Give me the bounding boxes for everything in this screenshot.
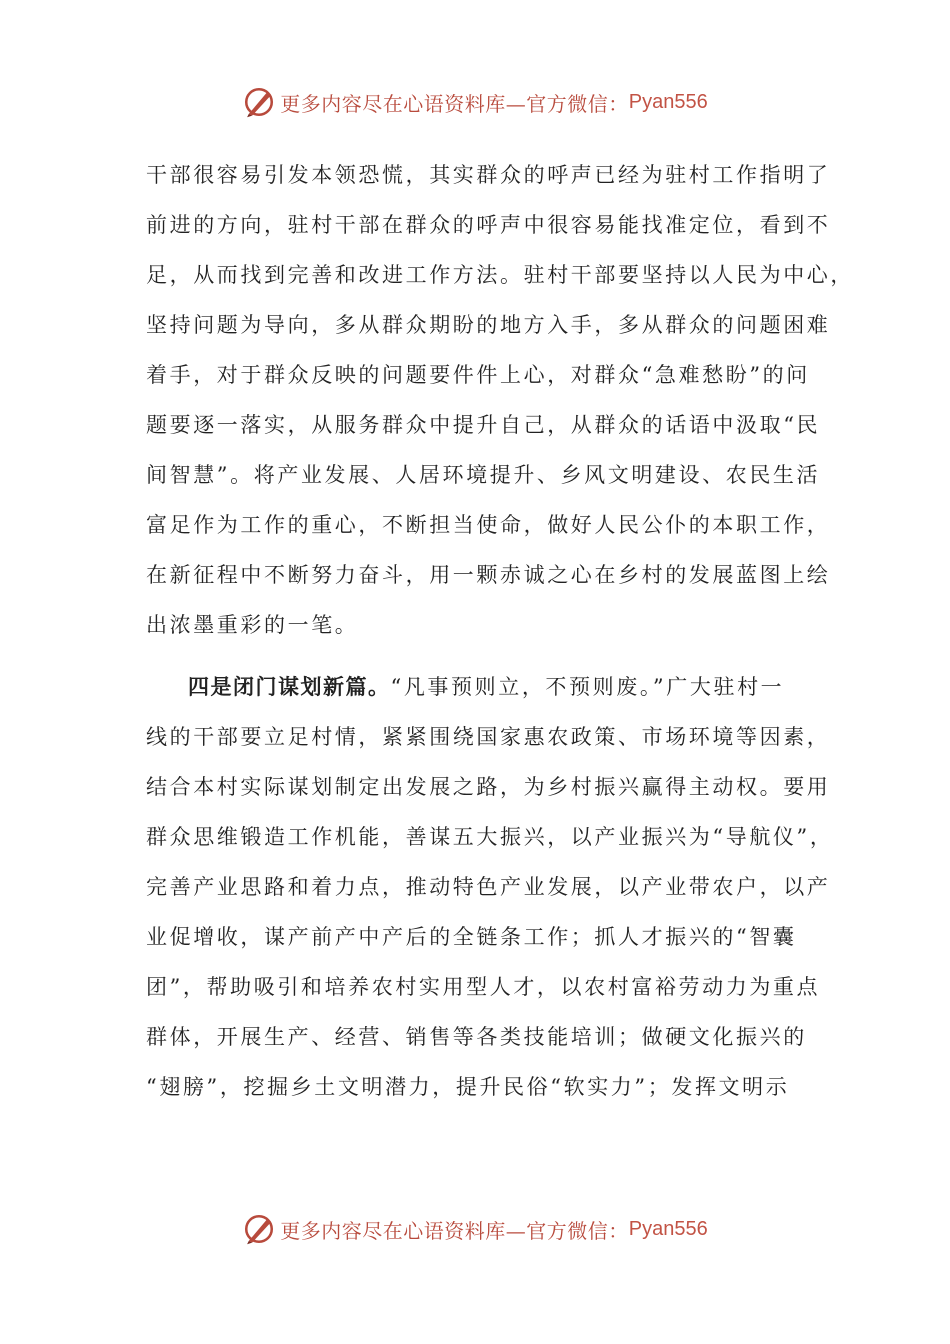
pen-logo-icon <box>242 1212 276 1246</box>
banner-text: 更多内容尽在心语资料库—官方微信： <box>280 91 629 116</box>
pen-logo-icon <box>242 85 276 119</box>
text-run: “凡事预则立，不预则废。”广大驻村一 <box>390 675 785 699</box>
text-line: 前进的方向，驻村干部在群众的呼声中很容易能找准定位，看到不 <box>146 213 831 237</box>
text-line: 群众思维锻造工作机能，善谋五大振兴，以产业振兴为“导航仪”， <box>146 825 834 849</box>
banner-text: 更多内容尽在心语资料库—官方微信： <box>280 1218 629 1243</box>
text-line: 出浓墨重彩的一笔。 <box>146 613 359 637</box>
document-body <box>146 150 854 1112</box>
section-heading: 四是闭门谋划新篇。 <box>188 675 391 699</box>
banner-wechat-id: Pyan556 <box>628 90 708 113</box>
text-line: 着手，对于群众反映的问题要件件上心，对群众“急难愁盼”的问 <box>146 363 810 387</box>
text-line: 线的干部要立足村情，紧紧围绕国家惠农政策、市场环境等因素， <box>146 725 831 749</box>
text-line: 完善产业思路和着力点，推动特色产业发展，以产业带农户，以产 <box>146 875 831 899</box>
footer-banner <box>0 1209 950 1249</box>
text-line: 结合本村实际谋划制定出发展之路，为乡村振兴赢得主动权。要用 <box>146 775 831 799</box>
text-line: “翅膀”，挖掘乡土文明潜力，提升民俗“软实力”；发挥文明示 <box>146 1075 790 1099</box>
paragraph-1 <box>146 150 854 650</box>
text-line: 干部很容易引发本领恐慌，其实群众的呼声已经为驻村工作指明了 <box>146 163 831 187</box>
text-line: 团”，帮助吸引和培养农村实用型人才，以农村富裕劳动力为重点 <box>146 975 821 999</box>
text-line: 足，从而找到完善和改进工作方法。驻村干部要坚持以人民为中心， <box>146 263 854 287</box>
text-line: 题要逐一落实，从服务群众中提升自己，从群众的话语中汲取“民 <box>146 413 821 437</box>
text-line: 群体，开展生产、经营、销售等各类技能培训；做硬文化振兴的 <box>146 1025 807 1049</box>
banner-wechat-id: Pyan556 <box>628 1217 708 1240</box>
text-line: 坚持问题为导向，多从群众期盼的地方入手，多从群众的问题困难 <box>146 313 831 337</box>
paragraph-gap <box>146 650 810 662</box>
text-line: 富足作为工作的重心，不断担当使命，做好人民公仆的本职工作， <box>146 513 831 537</box>
text-line: 在新征程中不断努力奋斗，用一颗赤诚之心在乡村的发展蓝图上绘 <box>146 563 831 587</box>
text-line: 业促增收，谋产前产中产后的全链条工作；抓人才振兴的“智囊 <box>146 925 797 949</box>
header-banner <box>0 82 950 122</box>
text-line: 间智慧”。将产业发展、人居环境提升、乡风文明建设、农民生活 <box>146 463 821 487</box>
text-line <box>146 662 810 712</box>
paragraph-2 <box>146 662 834 1112</box>
